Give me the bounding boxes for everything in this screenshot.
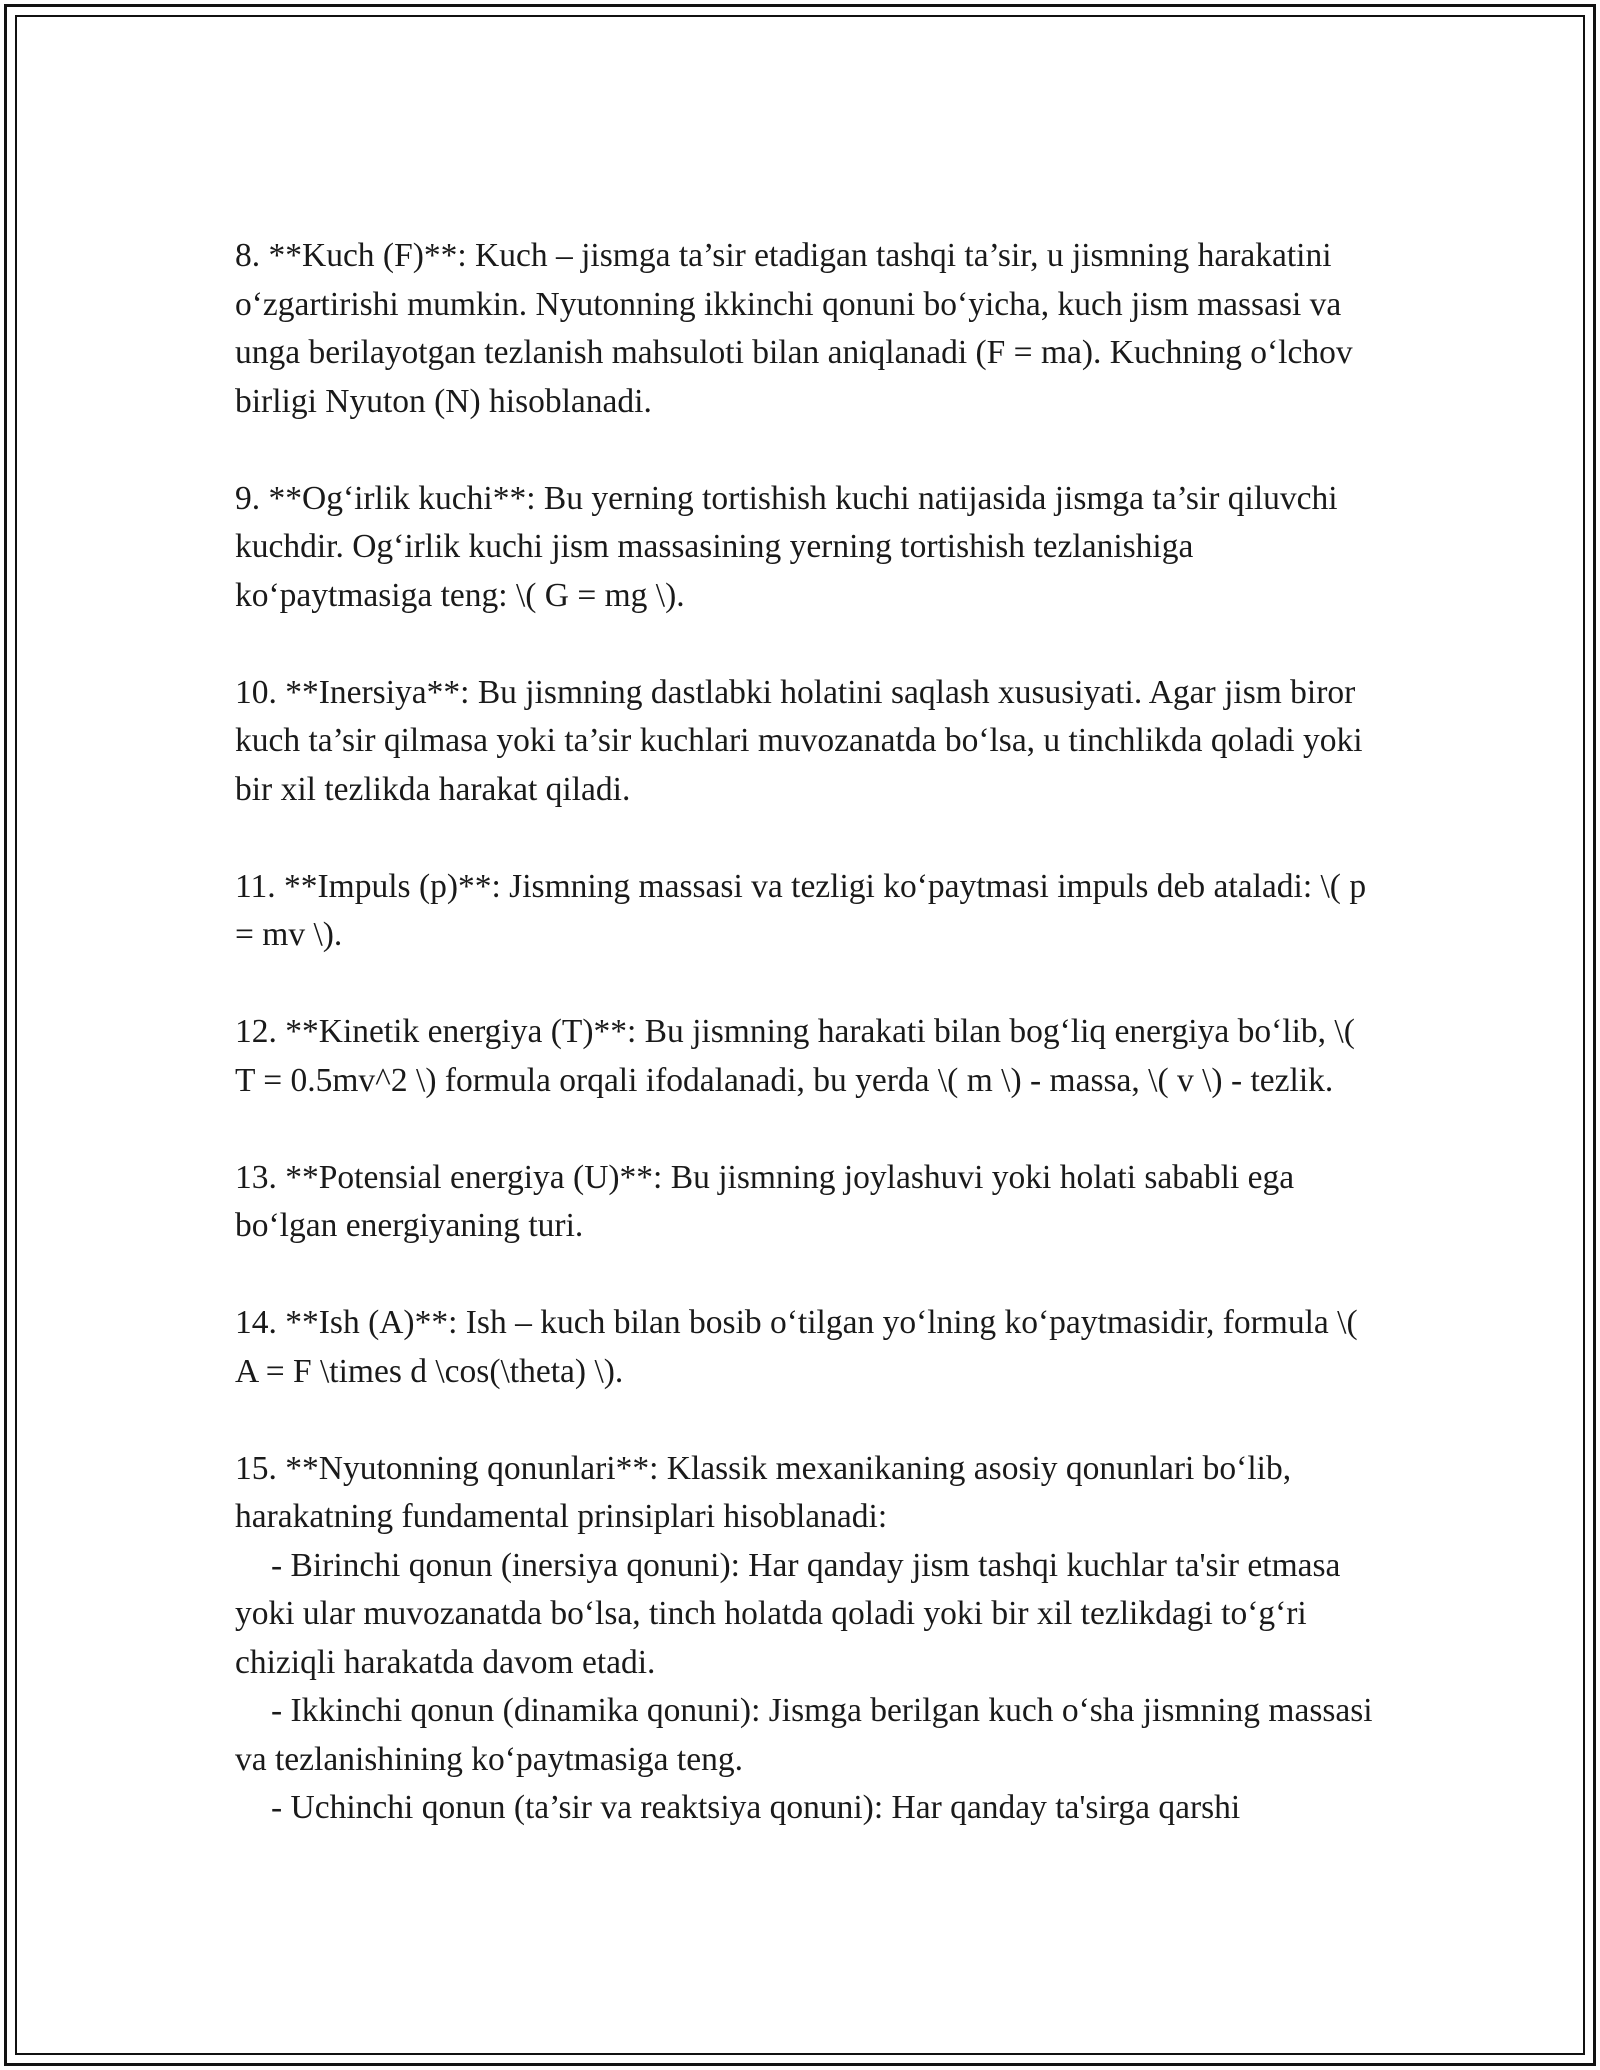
list-item [235, 1299, 1375, 1396]
list-item [235, 232, 1375, 426]
list-item [235, 863, 1375, 960]
item-text: 11. **Impuls (p)**: Jismning massasi va tezligi ko‘paytmasi impuls deb ataladi: \( p = mv \). [235, 867, 1367, 953]
sub-item: - Ikkinchi qonun (dinamika qonuni): Jismga berilgan kuch o‘sha jismning massasi va tezlanishining ko‘paytmasiga teng. [235, 1692, 1373, 1778]
item-text: 10. **Inersiya**: Bu jismning dastlabki holatini saqlash xususiyati. Agar jism biror kuch ta’sir qilmasa yoki ta’sir kuchlari muvozanatda bo‘lsa, u tinchlikda qoladi yoki bir xil tezlikda harakat qiladi. [235, 673, 1363, 808]
sub-item: - Uchinchi qonun (ta’sir va reaktsiya qonuni): Har qanday ta'sirga qarshi [271, 1789, 1241, 1826]
item-text: 15. **Nyutonning qonunlari**: Klassik mexanikaning asosiy qonunlari bo‘lib, harakatning fundamental prinsiplari hisoblanadi: [235, 1449, 1292, 1535]
item-text: 13. **Potensial energiya (U)**: Bu jismning joylashuvi yoki holati sababli ega bo‘lgan energiyaning turi. [235, 1158, 1295, 1244]
item-text: 8. **Kuch (F)**: Kuch – jismga ta’sir etadigan tashqi ta’sir, u jismning harakatini o‘zgartirishi mumkin. Nyutonning ikkinchi qonuni bo‘yicha, kuch jism massasi va unga berilayotgan tezlanish mahsuloti bilan aniqlanadi (F = ma). Kuchning o‘lchov birligi Nyuton (N) hisoblanadi. [235, 237, 1353, 420]
list-item [235, 475, 1375, 621]
document-body [235, 232, 1375, 1881]
sub-item: - Birinchi qonun (inersiya qonuni): Har qanday jism tashqi kuchlar ta'sir etmasa yoki ular muvozanatda bo‘lsa, tinch holatda qoladi yoki bir xil tezlikdagi to‘g‘ri chiziqli harakatda davom etadi. [235, 1546, 1341, 1681]
list-item [235, 1154, 1375, 1251]
item-text: 9. **Og‘irlik kuchi**: Bu yerning tortishish kuchi natijasida jismga ta’sir qiluvchi kuchdir. Og‘irlik kuchi jism massasining yerning tortishish tezlanishiga ko‘paytmasiga teng: \( G = mg \). [235, 479, 1338, 614]
item-text: 12. **Kinetik energiya (T)**: Bu jismning harakati bilan bog‘liq energiya bo‘lib, \( T = 0.5mv^2 \) formula orqali ifodalanadi, bu yerda \( m \) - massa, \( v \) - tezlik. [235, 1013, 1355, 1099]
list-item [235, 669, 1375, 815]
list-item [235, 1445, 1375, 1833]
item-text: 14. **Ish (A)**: Ish – kuch bilan bosib o‘tilgan yo‘lning ko‘paytmasidir, formula \( A = F \times d \cos(\theta) \). [235, 1304, 1358, 1390]
list-item [235, 1008, 1375, 1105]
